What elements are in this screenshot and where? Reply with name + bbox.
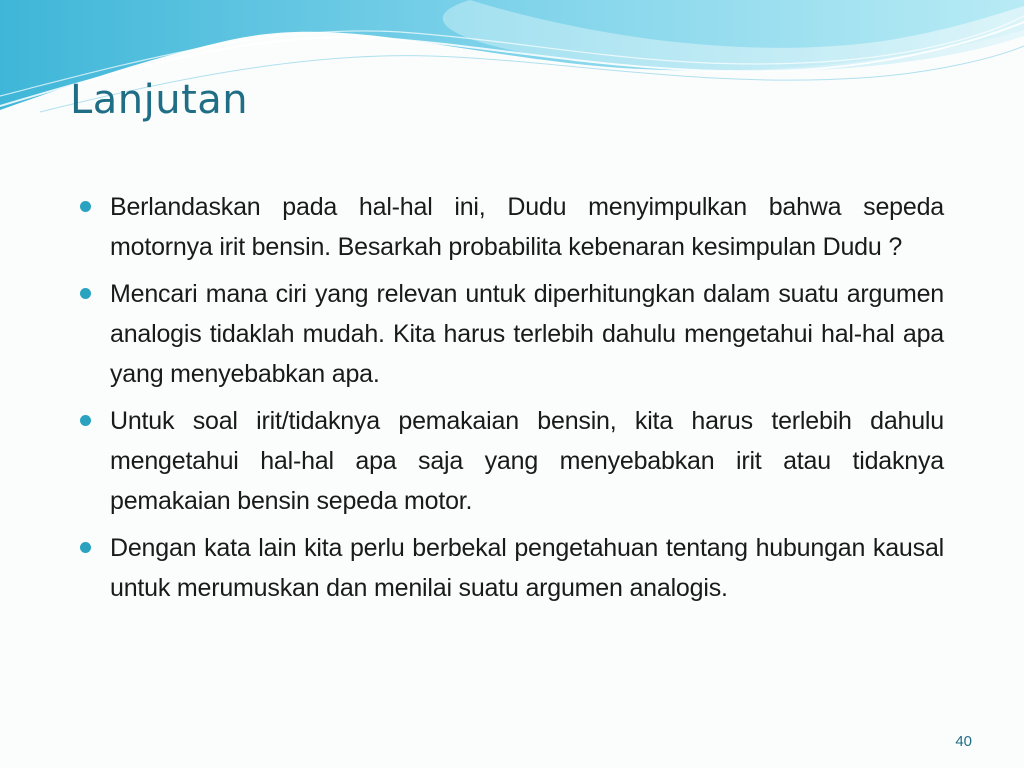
bullet-dot-icon bbox=[80, 415, 91, 426]
bullet-item bbox=[80, 401, 944, 521]
bullet-text: Untuk soal irit/tidaknya pemakaian bensin, kita harus terlebih dahulu mengetahui hal-hal apa saja yang menyebabkan irit atau tidaknya pemakaian bensin sepeda motor. bbox=[110, 407, 944, 515]
bullet-dot-icon bbox=[80, 542, 91, 553]
bullet-text: Dengan kata lain kita perlu berbekal pengetahuan tentang hubungan kausal untuk merumuskan dan menilai suatu argumen analogis. bbox=[110, 534, 944, 602]
bullet-text: Mencari mana ciri yang relevan untuk diperhitungkan dalam suatu argumen analogis tidaklah mudah. Kita harus terlebih dahulu mengetahui hal-hal apa yang menyebabkan apa. bbox=[110, 280, 944, 388]
bullet-dot-icon bbox=[80, 288, 91, 299]
bullet-text: Berlandaskan pada hal-hal ini, Dudu menyimpulkan bahwa sepeda motornya irit bensin. Besarkah probabilita kebenaran kesimpulan Dudu ? bbox=[110, 193, 944, 261]
slide-title: Lanjutan bbox=[70, 77, 249, 123]
bullet-item bbox=[80, 274, 944, 394]
bullet-list bbox=[80, 187, 944, 615]
bullet-item bbox=[80, 187, 944, 267]
bullet-dot-icon bbox=[80, 201, 91, 212]
bullet-item bbox=[80, 528, 944, 608]
page-number: 40 bbox=[955, 733, 972, 750]
